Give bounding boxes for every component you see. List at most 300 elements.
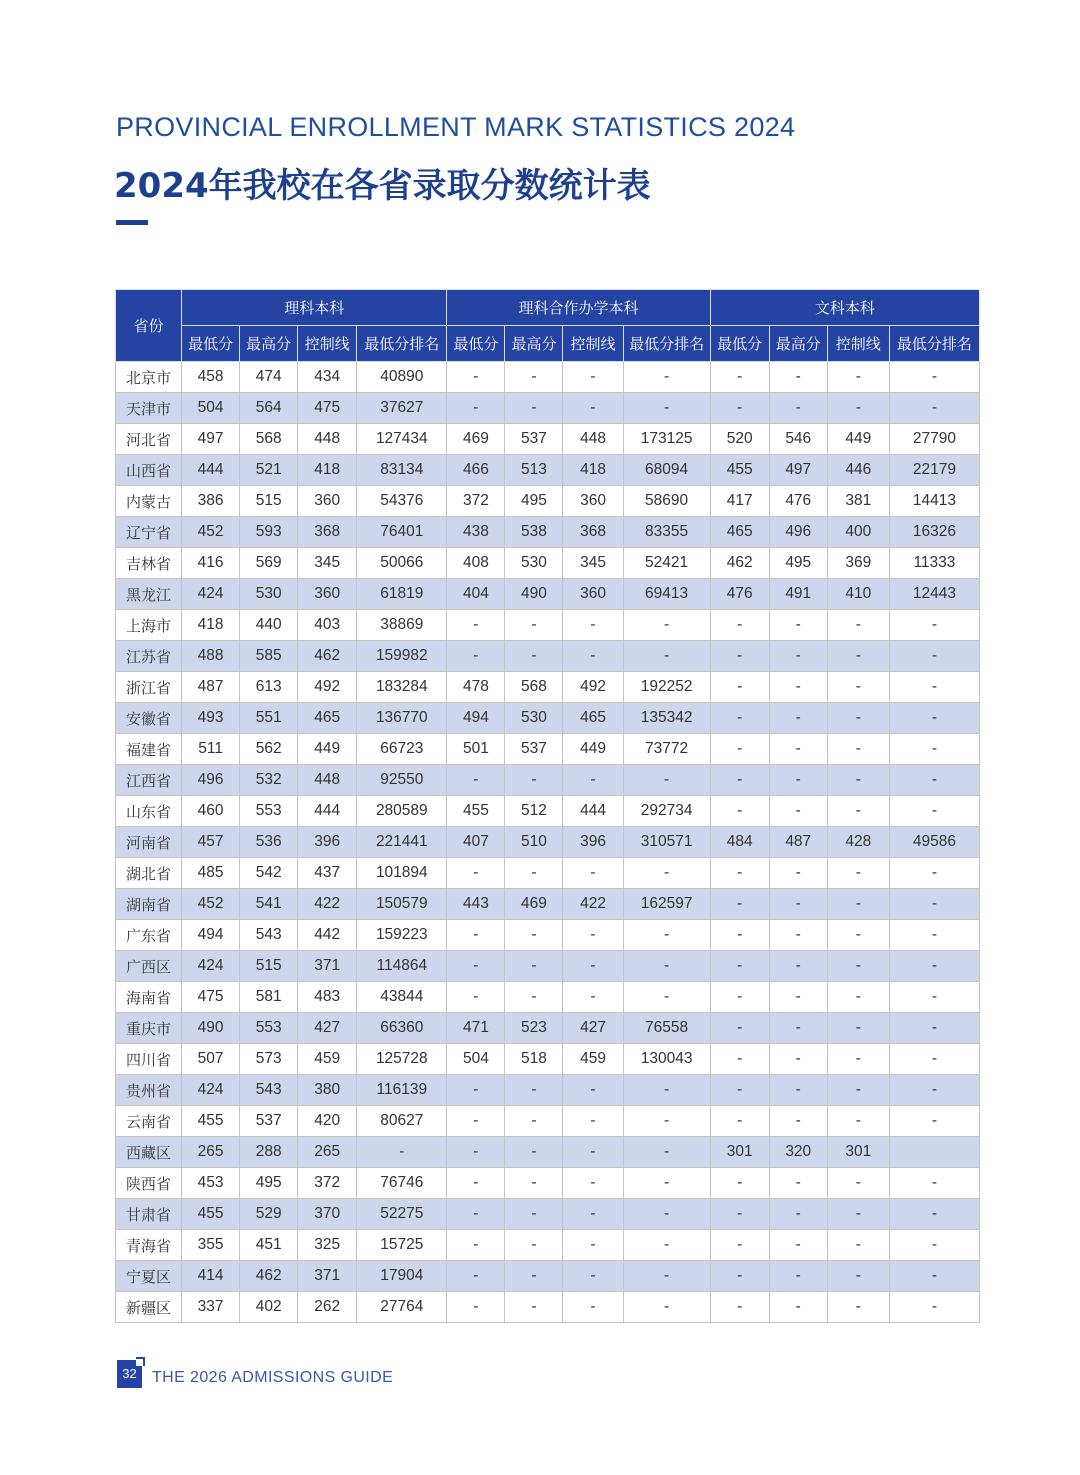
score-cell: - [447, 1199, 505, 1230]
table-row [116, 827, 980, 858]
score-cell: - [563, 610, 623, 641]
score-cell: 495 [769, 548, 827, 579]
score-cell: 507 [182, 1044, 240, 1075]
score-cell: 265 [298, 1137, 357, 1168]
score-cell: 380 [298, 1075, 357, 1106]
score-cell: 360 [563, 579, 623, 610]
score-cell: - [710, 858, 769, 889]
score-cell: - [827, 982, 889, 1013]
province-cell: 广东省 [116, 920, 182, 951]
score-cell: - [563, 920, 623, 951]
score-cell: 465 [710, 517, 769, 548]
province-cell: 西藏区 [116, 1137, 182, 1168]
score-cell: - [623, 610, 710, 641]
score-cell: 538 [505, 517, 563, 548]
score-cell: - [447, 858, 505, 889]
score-cell: 80627 [357, 1106, 447, 1137]
score-cell: - [563, 1168, 623, 1199]
score-cell: 422 [298, 889, 357, 920]
score-cell: - [447, 1230, 505, 1261]
score-cell: 38869 [357, 610, 447, 641]
table-row [116, 641, 980, 672]
score-cell: - [505, 1292, 563, 1323]
score-cell: 396 [298, 827, 357, 858]
score-cell: 418 [298, 455, 357, 486]
score-cell: 536 [240, 827, 298, 858]
table-row [116, 1044, 980, 1075]
table-row [116, 548, 980, 579]
score-cell: 537 [505, 734, 563, 765]
province-cell: 吉林省 [116, 548, 182, 579]
province-cell: 新疆区 [116, 1292, 182, 1323]
score-cell: - [827, 951, 889, 982]
score-cell: - [505, 1261, 563, 1292]
score-cell: 455 [447, 796, 505, 827]
column-header: 控制线 [827, 326, 889, 362]
score-cell: - [827, 765, 889, 796]
score-cell: - [505, 1230, 563, 1261]
score-cell: - [827, 1199, 889, 1230]
score-cell: - [769, 641, 827, 672]
table-row [116, 393, 980, 424]
score-cell: 368 [298, 517, 357, 548]
score-cell: 493 [182, 703, 240, 734]
score-cell: - [769, 393, 827, 424]
province-cell: 四川省 [116, 1044, 182, 1075]
score-cell: 76746 [357, 1168, 447, 1199]
score-cell: 497 [769, 455, 827, 486]
table-row [116, 703, 980, 734]
score-cell: 462 [298, 641, 357, 672]
score-cell: 518 [505, 1044, 563, 1075]
score-cell: 488 [182, 641, 240, 672]
score-cell: - [889, 1168, 979, 1199]
score-cell: 337 [182, 1292, 240, 1323]
score-cell: 491 [769, 579, 827, 610]
table-column-header-row [116, 326, 980, 362]
score-cell: 360 [298, 579, 357, 610]
table-row [116, 734, 980, 765]
score-cell: - [769, 951, 827, 982]
score-cell: 130043 [623, 1044, 710, 1075]
score-cell: - [827, 1168, 889, 1199]
group-header-science-joint: 理科合作办学本科 [447, 290, 710, 326]
score-cell: 27764 [357, 1292, 447, 1323]
score-cell: 515 [240, 951, 298, 982]
province-cell: 重庆市 [116, 1013, 182, 1044]
score-cell: 14413 [889, 486, 979, 517]
score-cell: 495 [240, 1168, 298, 1199]
score-cell: - [563, 1075, 623, 1106]
score-cell: - [563, 951, 623, 982]
score-cell: - [889, 765, 979, 796]
page-title-chinese: 2024年我校在各省录取分数统计表 [114, 166, 651, 206]
score-cell: 541 [240, 889, 298, 920]
score-cell: 369 [827, 548, 889, 579]
score-cell: - [563, 1261, 623, 1292]
score-cell: - [710, 1044, 769, 1075]
score-cell: - [563, 1106, 623, 1137]
score-cell: 452 [182, 517, 240, 548]
score-cell: - [710, 703, 769, 734]
score-cell: 475 [182, 982, 240, 1013]
score-cell: - [889, 672, 979, 703]
score-cell: - [447, 610, 505, 641]
score-cell: 494 [447, 703, 505, 734]
footer-guide-title: THE 2026 ADMISSIONS GUIDE [152, 1369, 394, 1386]
score-cell: 40890 [357, 362, 447, 393]
score-cell: - [623, 1168, 710, 1199]
score-cell: 443 [447, 889, 505, 920]
score-cell: - [447, 393, 505, 424]
score-cell: 543 [240, 1075, 298, 1106]
score-cell: 496 [182, 765, 240, 796]
score-cell: 301 [827, 1137, 889, 1168]
score-cell: - [710, 610, 769, 641]
table-row [116, 889, 980, 920]
score-cell: 434 [298, 362, 357, 393]
score-cell: 476 [769, 486, 827, 517]
score-cell: 462 [240, 1261, 298, 1292]
score-cell: 345 [563, 548, 623, 579]
score-cell: 444 [182, 455, 240, 486]
score-cell: 513 [505, 455, 563, 486]
score-cell: - [505, 1137, 563, 1168]
score-cell: - [889, 1106, 979, 1137]
score-cell: 449 [827, 424, 889, 455]
score-cell: 50066 [357, 548, 447, 579]
score-cell: 404 [447, 579, 505, 610]
score-cell: - [889, 703, 979, 734]
score-cell: - [710, 1075, 769, 1106]
score-cell: 475 [298, 393, 357, 424]
province-cell: 辽宁省 [116, 517, 182, 548]
score-cell: - [889, 1261, 979, 1292]
score-cell: - [623, 951, 710, 982]
score-cell: - [447, 362, 505, 393]
score-cell: - [827, 858, 889, 889]
score-cell: 127434 [357, 424, 447, 455]
score-cell: - [505, 641, 563, 672]
score-cell: 501 [447, 734, 505, 765]
score-cell: 410 [827, 579, 889, 610]
score-cell: - [505, 393, 563, 424]
score-cell: 512 [505, 796, 563, 827]
score-cell: 529 [240, 1199, 298, 1230]
score-cell: - [889, 858, 979, 889]
table-row [116, 796, 980, 827]
score-cell: 17904 [357, 1261, 447, 1292]
score-cell: 510 [505, 827, 563, 858]
score-cell: - [827, 1292, 889, 1323]
score-cell: - [827, 920, 889, 951]
score-cell: 483 [298, 982, 357, 1013]
score-cell: - [623, 362, 710, 393]
score-cell: - [889, 920, 979, 951]
score-cell: - [769, 858, 827, 889]
score-cell: 455 [710, 455, 769, 486]
score-cell: 459 [298, 1044, 357, 1075]
score-cell: - [505, 362, 563, 393]
score-cell: 16326 [889, 517, 979, 548]
province-cell: 黑龙江 [116, 579, 182, 610]
province-cell: 内蒙古 [116, 486, 182, 517]
score-cell: - [623, 641, 710, 672]
score-cell: 457 [182, 827, 240, 858]
score-cell: 221441 [357, 827, 447, 858]
score-cell: - [623, 1230, 710, 1261]
score-cell: 92550 [357, 765, 447, 796]
score-cell: - [889, 641, 979, 672]
score-cell: 135342 [623, 703, 710, 734]
province-cell: 陕西省 [116, 1168, 182, 1199]
column-header: 控制线 [563, 326, 623, 362]
column-header: 最低分排名 [889, 326, 979, 362]
score-cell: - [563, 362, 623, 393]
province-cell: 福建省 [116, 734, 182, 765]
score-cell: - [769, 734, 827, 765]
column-header: 最低分 [710, 326, 769, 362]
table-row [116, 982, 980, 1013]
score-cell: 325 [298, 1230, 357, 1261]
score-cell: - [505, 1075, 563, 1106]
score-cell: 585 [240, 641, 298, 672]
score-cell: - [769, 1075, 827, 1106]
score-cell: 469 [447, 424, 505, 455]
score-cell: 484 [710, 827, 769, 858]
column-header: 最低分 [447, 326, 505, 362]
province-cell: 贵州省 [116, 1075, 182, 1106]
score-cell: 280589 [357, 796, 447, 827]
score-cell: 22179 [889, 455, 979, 486]
score-cell: - [505, 982, 563, 1013]
score-cell: 490 [182, 1013, 240, 1044]
score-cell: 537 [240, 1106, 298, 1137]
score-cell: - [769, 362, 827, 393]
score-cell: 125728 [357, 1044, 447, 1075]
score-cell: 564 [240, 393, 298, 424]
score-cell: - [827, 672, 889, 703]
score-cell: 444 [298, 796, 357, 827]
score-cell: 427 [563, 1013, 623, 1044]
score-cell [889, 1137, 979, 1168]
admission-score-table [115, 289, 980, 1323]
score-cell: - [447, 982, 505, 1013]
score-cell: 116139 [357, 1075, 447, 1106]
score-cell: 546 [769, 424, 827, 455]
table-body [116, 362, 980, 1323]
score-cell: 368 [563, 517, 623, 548]
column-header: 最低分排名 [357, 326, 447, 362]
score-cell: 355 [182, 1230, 240, 1261]
province-cell: 甘肃省 [116, 1199, 182, 1230]
score-cell: - [827, 641, 889, 672]
score-cell: 568 [505, 672, 563, 703]
column-header: 最低分排名 [623, 326, 710, 362]
table-row [116, 517, 980, 548]
score-cell: - [623, 858, 710, 889]
score-cell: - [827, 1013, 889, 1044]
score-cell: 381 [827, 486, 889, 517]
score-cell: 455 [182, 1199, 240, 1230]
province-cell: 山东省 [116, 796, 182, 827]
score-cell: - [827, 1075, 889, 1106]
score-cell: 474 [240, 362, 298, 393]
score-cell: 408 [447, 548, 505, 579]
province-cell: 青海省 [116, 1230, 182, 1261]
score-cell: - [447, 1292, 505, 1323]
table-row [116, 610, 980, 641]
score-cell: - [827, 734, 889, 765]
score-cell: 76401 [357, 517, 447, 548]
table-group-header-row [116, 290, 980, 326]
score-cell: - [623, 1075, 710, 1106]
score-cell: - [623, 1292, 710, 1323]
score-cell: - [889, 982, 979, 1013]
score-cell: 460 [182, 796, 240, 827]
score-cell: 15725 [357, 1230, 447, 1261]
score-cell: 52421 [623, 548, 710, 579]
score-cell: - [889, 951, 979, 982]
score-cell: 455 [182, 1106, 240, 1137]
score-cell: - [710, 1106, 769, 1137]
score-cell: 581 [240, 982, 298, 1013]
column-header: 最高分 [769, 326, 827, 362]
score-cell: - [563, 1292, 623, 1323]
score-cell: 492 [563, 672, 623, 703]
score-cell: 469 [505, 889, 563, 920]
score-cell: 451 [240, 1230, 298, 1261]
score-cell: 485 [182, 858, 240, 889]
score-cell: 66723 [357, 734, 447, 765]
score-cell: - [710, 796, 769, 827]
score-cell: 495 [505, 486, 563, 517]
score-cell: 471 [447, 1013, 505, 1044]
score-cell: - [447, 920, 505, 951]
score-cell: 73772 [623, 734, 710, 765]
score-cell: 54376 [357, 486, 447, 517]
score-cell: 444 [563, 796, 623, 827]
score-cell: 420 [298, 1106, 357, 1137]
table-row [116, 920, 980, 951]
score-cell: 159223 [357, 920, 447, 951]
table-row [116, 672, 980, 703]
score-cell: 422 [563, 889, 623, 920]
score-cell: 542 [240, 858, 298, 889]
score-cell: 448 [298, 765, 357, 796]
score-cell: 371 [298, 951, 357, 982]
score-cell: - [827, 889, 889, 920]
score-cell: - [710, 734, 769, 765]
score-cell: - [710, 1199, 769, 1230]
score-cell: - [710, 951, 769, 982]
score-cell: 515 [240, 486, 298, 517]
score-cell: - [357, 1137, 447, 1168]
score-cell: - [563, 1230, 623, 1261]
score-cell: 292734 [623, 796, 710, 827]
score-cell: - [769, 1199, 827, 1230]
score-cell: - [710, 362, 769, 393]
score-cell: - [769, 765, 827, 796]
title-accent-bar [116, 220, 148, 225]
score-cell: - [563, 1137, 623, 1168]
score-cell: - [827, 393, 889, 424]
score-cell: - [563, 393, 623, 424]
table-row [116, 1230, 980, 1261]
table-row [116, 1168, 980, 1199]
score-cell: - [447, 1075, 505, 1106]
score-cell: 150579 [357, 889, 447, 920]
score-cell: 68094 [623, 455, 710, 486]
score-cell: 504 [447, 1044, 505, 1075]
score-cell: 553 [240, 796, 298, 827]
score-cell: 465 [298, 703, 357, 734]
score-cell: 58690 [623, 486, 710, 517]
province-cell: 安徽省 [116, 703, 182, 734]
score-cell: 192252 [623, 672, 710, 703]
score-cell: 492 [298, 672, 357, 703]
score-cell: - [769, 672, 827, 703]
score-cell: 386 [182, 486, 240, 517]
province-cell: 浙江省 [116, 672, 182, 703]
score-cell: 458 [182, 362, 240, 393]
score-cell: - [827, 703, 889, 734]
score-cell: 465 [563, 703, 623, 734]
score-cell: - [889, 1044, 979, 1075]
table-row [116, 1075, 980, 1106]
score-cell: 568 [240, 424, 298, 455]
score-cell: 360 [298, 486, 357, 517]
score-cell: 521 [240, 455, 298, 486]
score-cell: 442 [298, 920, 357, 951]
score-cell: - [710, 1261, 769, 1292]
score-cell: - [505, 1168, 563, 1199]
score-cell: 262 [298, 1292, 357, 1323]
score-cell: 400 [827, 517, 889, 548]
column-header: 最高分 [240, 326, 298, 362]
table-row [116, 1261, 980, 1292]
score-cell: 459 [563, 1044, 623, 1075]
province-cell: 河南省 [116, 827, 182, 858]
score-cell: 449 [563, 734, 623, 765]
score-cell: - [623, 1106, 710, 1137]
group-header-science: 理科本科 [182, 290, 447, 326]
score-cell: 448 [298, 424, 357, 455]
score-cell: 562 [240, 734, 298, 765]
score-cell: - [563, 982, 623, 1013]
score-cell: 511 [182, 734, 240, 765]
score-cell: - [505, 765, 563, 796]
score-cell: 449 [298, 734, 357, 765]
score-cell: - [447, 1106, 505, 1137]
score-cell: 530 [240, 579, 298, 610]
score-cell: 370 [298, 1199, 357, 1230]
score-cell: 372 [298, 1168, 357, 1199]
score-cell: 424 [182, 951, 240, 982]
table-row [116, 579, 980, 610]
score-cell: - [563, 1199, 623, 1230]
score-cell: 43844 [357, 982, 447, 1013]
score-cell: 496 [769, 517, 827, 548]
score-cell: - [447, 1261, 505, 1292]
score-cell: 490 [505, 579, 563, 610]
score-cell: 83134 [357, 455, 447, 486]
score-cell: 537 [505, 424, 563, 455]
score-cell: - [769, 1106, 827, 1137]
score-cell: 466 [447, 455, 505, 486]
score-cell: - [769, 889, 827, 920]
score-cell: - [505, 858, 563, 889]
